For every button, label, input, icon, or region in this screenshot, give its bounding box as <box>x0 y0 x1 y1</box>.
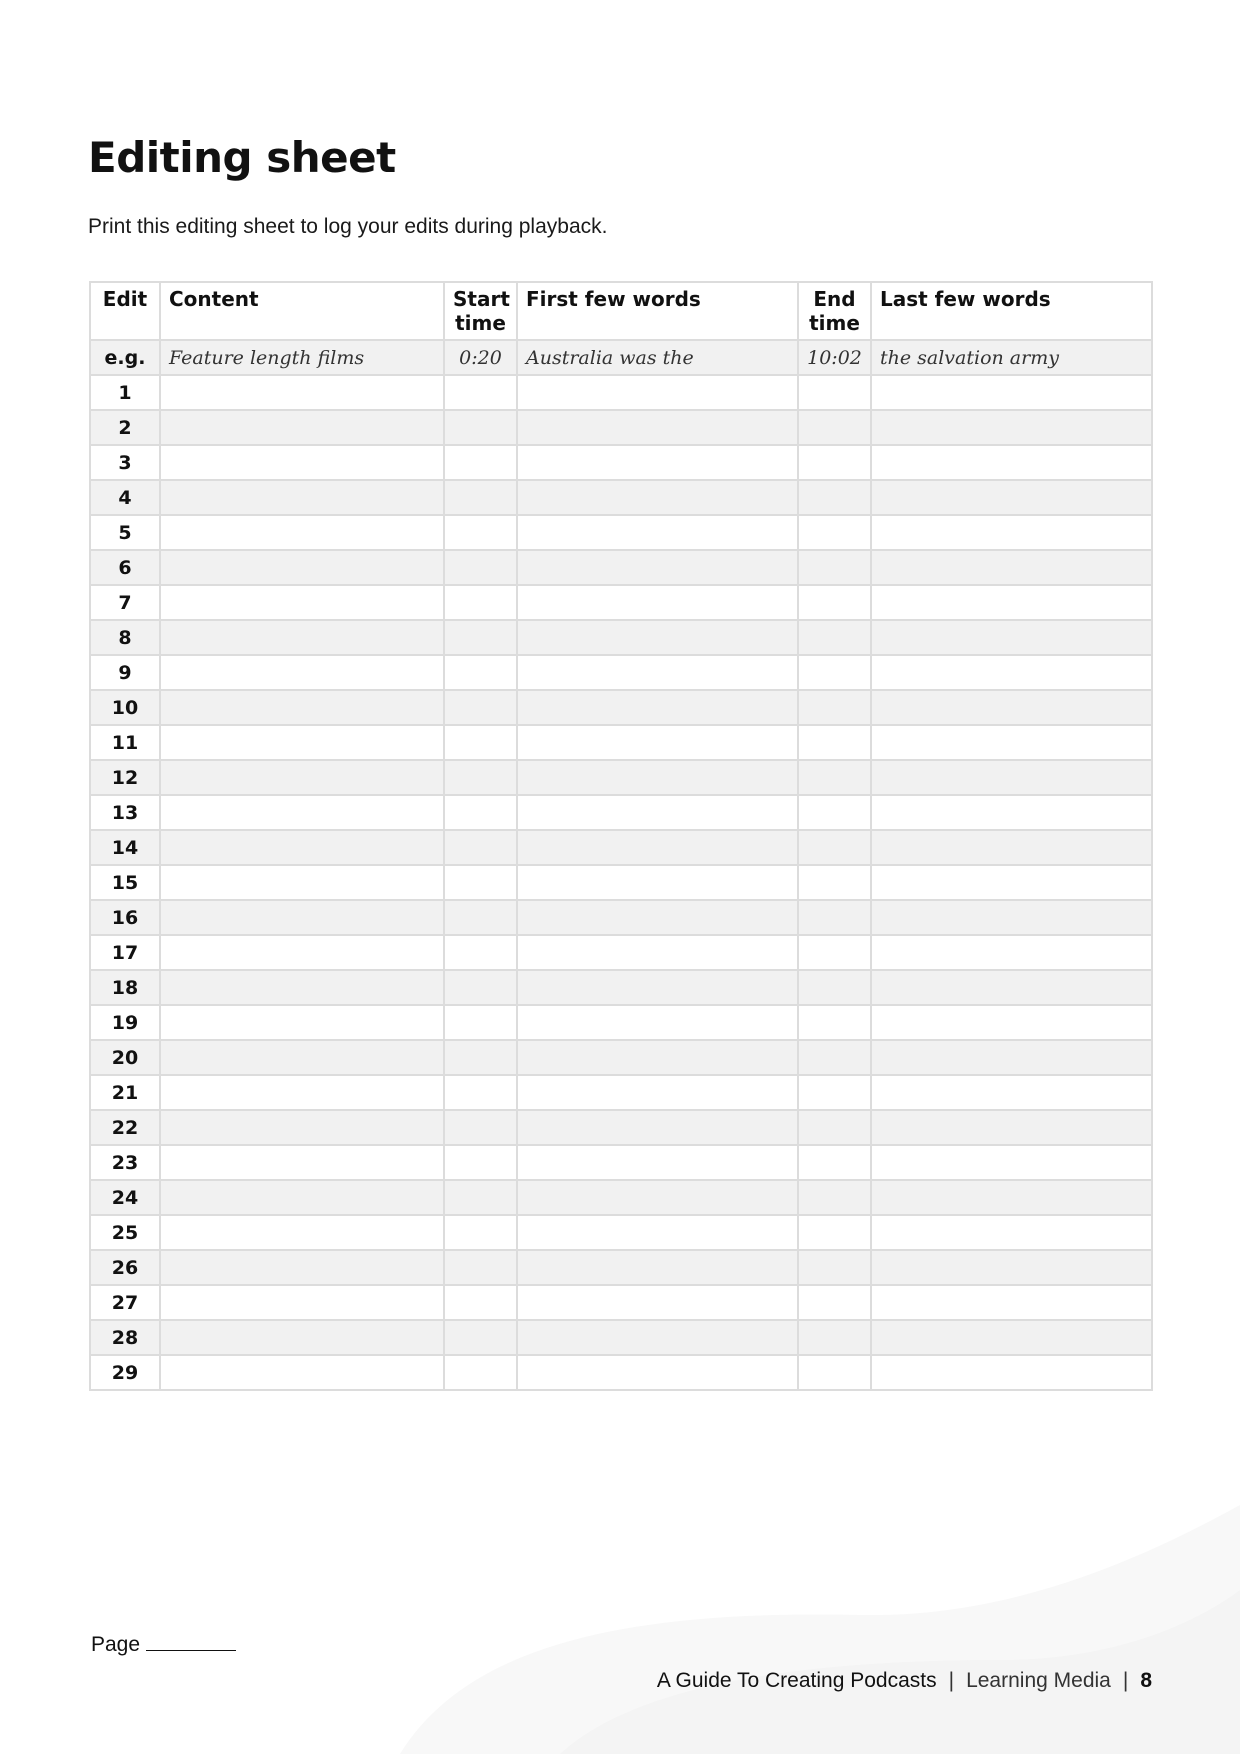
last-words-cell[interactable] <box>871 1005 1152 1040</box>
start-time-cell[interactable] <box>444 1250 517 1285</box>
start-time-cell[interactable] <box>444 795 517 830</box>
table-row <box>90 970 1152 1005</box>
last-words-cell[interactable] <box>871 375 1152 410</box>
first-words-cell[interactable] <box>517 445 798 480</box>
table-row <box>90 655 1152 690</box>
first-words-cell[interactable] <box>517 1180 798 1215</box>
first-words-cell[interactable] <box>517 1075 798 1110</box>
example-start-time-cell: 0:20 <box>444 340 517 375</box>
last-words-cell[interactable] <box>871 1285 1152 1320</box>
first-words-cell[interactable] <box>517 375 798 410</box>
table-row <box>90 1005 1152 1040</box>
table-row <box>90 900 1152 935</box>
end-time-cell[interactable] <box>798 900 871 935</box>
row-number: 19 <box>90 1005 160 1040</box>
first-words-cell[interactable] <box>517 550 798 585</box>
first-words-cell[interactable] <box>517 760 798 795</box>
end-time-cell[interactable] <box>798 1145 871 1180</box>
content-cell[interactable] <box>160 620 444 655</box>
end-time-cell[interactable] <box>798 865 871 900</box>
table-row <box>90 1355 1152 1390</box>
last-words-cell[interactable] <box>871 1180 1152 1215</box>
table-row <box>90 725 1152 760</box>
end-time-cell[interactable] <box>798 480 871 515</box>
start-time-cell[interactable] <box>444 480 517 515</box>
start-time-cell[interactable] <box>444 970 517 1005</box>
table-row <box>90 480 1152 515</box>
first-words-cell[interactable] <box>517 1145 798 1180</box>
content-cell[interactable] <box>160 1110 444 1145</box>
row-number: 16 <box>90 900 160 935</box>
end-time-cell[interactable] <box>798 1005 871 1040</box>
table-row <box>90 1075 1152 1110</box>
first-words-cell[interactable] <box>517 1250 798 1285</box>
start-time-cell[interactable] <box>444 410 517 445</box>
table-row <box>90 760 1152 795</box>
last-words-cell[interactable] <box>871 1040 1152 1075</box>
start-time-cell[interactable] <box>444 1110 517 1145</box>
content-cell[interactable] <box>160 1215 444 1250</box>
last-words-cell[interactable] <box>871 1075 1152 1110</box>
footer-separator: | <box>1122 1669 1129 1692</box>
table-row <box>90 620 1152 655</box>
end-time-cell[interactable] <box>798 725 871 760</box>
content-cell[interactable] <box>160 795 444 830</box>
row-number: 13 <box>90 795 160 830</box>
footer-separator: | <box>948 1669 955 1692</box>
last-words-cell[interactable] <box>871 1145 1152 1180</box>
start-time-cell[interactable] <box>444 865 517 900</box>
last-words-cell[interactable] <box>871 1110 1152 1145</box>
start-time-cell[interactable] <box>444 935 517 970</box>
content-cell[interactable] <box>160 1075 444 1110</box>
content-cell[interactable] <box>160 550 444 585</box>
table-row <box>90 1145 1152 1180</box>
end-time-cell[interactable] <box>798 1110 871 1145</box>
end-time-cell[interactable] <box>798 1180 871 1215</box>
end-time-cell[interactable] <box>798 655 871 690</box>
end-time-cell[interactable] <box>798 1320 871 1355</box>
row-number: 4 <box>90 480 160 515</box>
last-words-cell[interactable] <box>871 900 1152 935</box>
start-time-cell[interactable] <box>444 1145 517 1180</box>
end-time-cell[interactable] <box>798 550 871 585</box>
table-row <box>90 585 1152 620</box>
last-words-cell[interactable] <box>871 865 1152 900</box>
content-cell[interactable] <box>160 1040 444 1075</box>
content-cell[interactable] <box>160 1250 444 1285</box>
content-cell[interactable] <box>160 655 444 690</box>
content-cell[interactable] <box>160 1285 444 1320</box>
table-row <box>90 1040 1152 1075</box>
row-number: 9 <box>90 655 160 690</box>
start-time-cell[interactable] <box>444 830 517 865</box>
first-words-cell[interactable] <box>517 865 798 900</box>
page-field-label: Page <box>91 1633 141 1656</box>
example-edit-cell: e.g. <box>90 340 160 375</box>
table-row <box>90 550 1152 585</box>
row-number: 12 <box>90 760 160 795</box>
content-cell[interactable] <box>160 1145 444 1180</box>
row-number: 6 <box>90 550 160 585</box>
last-words-cell[interactable] <box>871 1355 1152 1390</box>
content-cell[interactable] <box>160 410 444 445</box>
table-row <box>90 795 1152 830</box>
end-time-cell[interactable] <box>798 585 871 620</box>
last-words-cell[interactable] <box>871 620 1152 655</box>
content-cell[interactable] <box>160 1005 444 1040</box>
first-words-cell[interactable] <box>517 935 798 970</box>
table-row <box>90 865 1152 900</box>
start-time-cell[interactable] <box>444 1355 517 1390</box>
page-number-field <box>91 1633 236 1657</box>
end-time-cell[interactable] <box>798 375 871 410</box>
last-words-cell[interactable] <box>871 1215 1152 1250</box>
end-time-cell[interactable] <box>798 1215 871 1250</box>
content-cell[interactable] <box>160 865 444 900</box>
table-row <box>90 1250 1152 1285</box>
header-start-time: Start time <box>444 282 517 340</box>
row-number: 7 <box>90 585 160 620</box>
table-row <box>90 1110 1152 1145</box>
header-first-few-words: First few words <box>517 282 798 340</box>
start-time-cell[interactable] <box>444 725 517 760</box>
row-number: 24 <box>90 1180 160 1215</box>
last-words-cell[interactable] <box>871 760 1152 795</box>
first-words-cell[interactable] <box>517 795 798 830</box>
end-time-cell[interactable] <box>798 1250 871 1285</box>
row-number: 29 <box>90 1355 160 1390</box>
table-row <box>90 1180 1152 1215</box>
editing-sheet-table <box>89 281 1153 1391</box>
start-time-cell[interactable] <box>444 690 517 725</box>
last-words-cell[interactable] <box>871 655 1152 690</box>
content-cell[interactable] <box>160 445 444 480</box>
last-words-cell[interactable] <box>871 445 1152 480</box>
row-number: 27 <box>90 1285 160 1320</box>
table-row <box>90 410 1152 445</box>
footer-guide-title: A Guide To Creating Podcasts <box>656 1669 937 1692</box>
last-words-cell[interactable] <box>871 515 1152 550</box>
first-words-cell[interactable] <box>517 620 798 655</box>
header-edit: Edit <box>90 282 160 340</box>
content-cell[interactable] <box>160 970 444 1005</box>
end-time-cell[interactable] <box>798 690 871 725</box>
content-cell[interactable] <box>160 725 444 760</box>
row-number: 20 <box>90 1040 160 1075</box>
end-time-cell[interactable] <box>798 1355 871 1390</box>
first-words-cell[interactable] <box>517 690 798 725</box>
start-time-cell[interactable] <box>444 1180 517 1215</box>
row-number: 10 <box>90 690 160 725</box>
start-time-cell[interactable] <box>444 550 517 585</box>
end-time-cell[interactable] <box>798 515 871 550</box>
start-time-cell[interactable] <box>444 620 517 655</box>
start-time-cell[interactable] <box>444 375 517 410</box>
start-time-cell[interactable] <box>444 1005 517 1040</box>
first-words-cell[interactable] <box>517 1215 798 1250</box>
first-words-cell[interactable] <box>517 655 798 690</box>
row-number: 22 <box>90 1110 160 1145</box>
first-words-cell[interactable] <box>517 900 798 935</box>
row-number: 28 <box>90 1320 160 1355</box>
start-time-cell[interactable] <box>444 515 517 550</box>
first-words-cell[interactable] <box>517 480 798 515</box>
last-words-cell[interactable] <box>871 830 1152 865</box>
content-cell[interactable] <box>160 1180 444 1215</box>
first-words-cell[interactable] <box>517 410 798 445</box>
start-time-cell[interactable] <box>444 760 517 795</box>
example-row <box>90 340 1152 375</box>
header-content: Content <box>160 282 444 340</box>
content-cell[interactable] <box>160 760 444 795</box>
footer <box>657 1669 1152 1693</box>
first-words-cell[interactable] <box>517 1005 798 1040</box>
content-cell[interactable] <box>160 1320 444 1355</box>
table-row <box>90 445 1152 480</box>
end-time-cell[interactable] <box>798 620 871 655</box>
last-words-cell[interactable] <box>871 935 1152 970</box>
start-time-cell[interactable] <box>444 1215 517 1250</box>
content-cell[interactable] <box>160 900 444 935</box>
row-number: 1 <box>90 375 160 410</box>
row-number: 11 <box>90 725 160 760</box>
last-words-cell[interactable] <box>871 1250 1152 1285</box>
content-cell[interactable] <box>160 690 444 725</box>
end-time-cell[interactable] <box>798 410 871 445</box>
row-number: 3 <box>90 445 160 480</box>
row-number: 18 <box>90 970 160 1005</box>
start-time-cell[interactable] <box>444 900 517 935</box>
first-words-cell[interactable] <box>517 1355 798 1390</box>
start-time-cell[interactable] <box>444 1320 517 1355</box>
start-time-cell[interactable] <box>444 1040 517 1075</box>
row-number: 26 <box>90 1250 160 1285</box>
start-time-cell[interactable] <box>444 655 517 690</box>
end-time-cell[interactable] <box>798 760 871 795</box>
row-number: 17 <box>90 935 160 970</box>
content-cell[interactable] <box>160 830 444 865</box>
first-words-cell[interactable] <box>517 1110 798 1145</box>
intro-text: Print this editing sheet to log your edits during playback. <box>88 215 608 238</box>
end-time-cell[interactable] <box>798 795 871 830</box>
table-row <box>90 830 1152 865</box>
first-words-cell[interactable] <box>517 1285 798 1320</box>
end-time-cell[interactable] <box>798 830 871 865</box>
example-first-words-cell: Australia was the <box>517 340 798 375</box>
end-time-cell[interactable] <box>798 1040 871 1075</box>
table-row <box>90 1215 1152 1250</box>
row-number: 8 <box>90 620 160 655</box>
header-last-few-words: Last few words <box>871 282 1152 340</box>
content-cell[interactable] <box>160 375 444 410</box>
last-words-cell[interactable] <box>871 480 1152 515</box>
content-cell[interactable] <box>160 585 444 620</box>
example-end-time-cell: 10:02 <box>798 340 871 375</box>
table-row <box>90 375 1152 410</box>
header-end-time: End time <box>798 282 871 340</box>
first-words-cell[interactable] <box>517 1320 798 1355</box>
start-time-cell[interactable] <box>444 585 517 620</box>
example-last-words-cell: the salvation army <box>871 340 1152 375</box>
row-number: 21 <box>90 1075 160 1110</box>
first-words-cell[interactable] <box>517 585 798 620</box>
table-header-row <box>90 282 1152 340</box>
end-time-cell[interactable] <box>798 1285 871 1320</box>
page-field-blank[interactable] <box>146 1649 236 1651</box>
page-title: Editing sheet <box>88 133 396 182</box>
end-time-cell[interactable] <box>798 970 871 1005</box>
last-words-cell[interactable] <box>871 585 1152 620</box>
last-words-cell[interactable] <box>871 970 1152 1005</box>
row-number: 15 <box>90 865 160 900</box>
content-cell[interactable] <box>160 515 444 550</box>
content-cell[interactable] <box>160 1355 444 1390</box>
table-row <box>90 690 1152 725</box>
last-words-cell[interactable] <box>871 725 1152 760</box>
start-time-cell[interactable] <box>444 445 517 480</box>
end-time-cell[interactable] <box>798 445 871 480</box>
example-content-cell: Feature length films <box>160 340 444 375</box>
row-number: 23 <box>90 1145 160 1180</box>
table-row <box>90 515 1152 550</box>
first-words-cell[interactable] <box>517 725 798 760</box>
row-number: 14 <box>90 830 160 865</box>
last-words-cell[interactable] <box>871 550 1152 585</box>
first-words-cell[interactable] <box>517 830 798 865</box>
end-time-cell[interactable] <box>798 935 871 970</box>
row-number: 25 <box>90 1215 160 1250</box>
last-words-cell[interactable] <box>871 690 1152 725</box>
content-cell[interactable] <box>160 935 444 970</box>
table-row <box>90 935 1152 970</box>
start-time-cell[interactable] <box>444 1075 517 1110</box>
first-words-cell[interactable] <box>517 970 798 1005</box>
first-words-cell[interactable] <box>517 1040 798 1075</box>
footer-org: Learning Media <box>966 1669 1111 1692</box>
end-time-cell[interactable] <box>798 1075 871 1110</box>
last-words-cell[interactable] <box>871 795 1152 830</box>
row-number: 2 <box>90 410 160 445</box>
footer-page-number: 8 <box>1140 1669 1152 1692</box>
last-words-cell[interactable] <box>871 1320 1152 1355</box>
table-row <box>90 1320 1152 1355</box>
first-words-cell[interactable] <box>517 515 798 550</box>
row-number: 5 <box>90 515 160 550</box>
start-time-cell[interactable] <box>444 1285 517 1320</box>
last-words-cell[interactable] <box>871 410 1152 445</box>
content-cell[interactable] <box>160 480 444 515</box>
table-row <box>90 1285 1152 1320</box>
